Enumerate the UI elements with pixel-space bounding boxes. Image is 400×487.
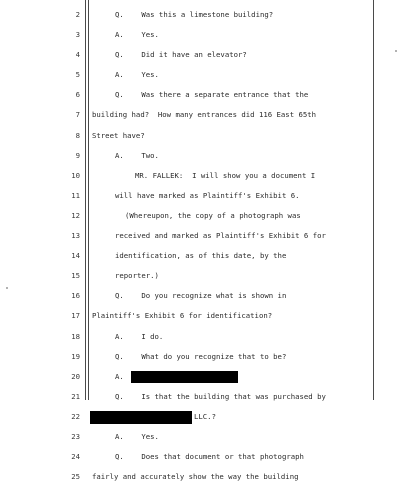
transcript-line (0, 427, 400, 447)
transcript-line (0, 5, 400, 25)
transcript-line (0, 146, 400, 166)
line-number: 4 (75, 50, 80, 60)
line-number: 24 (71, 452, 80, 462)
line-text: reporter.) (115, 271, 159, 281)
line-text: Plaintiff's Exhibit 6 for identification? (92, 311, 273, 321)
transcript-line (0, 327, 400, 347)
line-number: 16 (71, 291, 80, 301)
line-text: MR. FALLEK: I will show you a document I (135, 170, 316, 180)
transcript-line (0, 25, 400, 45)
transcript-line (0, 246, 400, 266)
line-text: identification, as of this date, by the (115, 251, 287, 261)
line-text: Q. Was there a separate entrance that the (115, 90, 309, 100)
line-text: A. Yes. (115, 431, 159, 441)
line-text: A. Yes. (115, 30, 159, 40)
line-text: Q. Do you recognize what is shown in (115, 291, 287, 301)
line-number: 19 (71, 351, 80, 361)
line-text: A. (115, 371, 124, 381)
line-number: 21 (71, 391, 80, 401)
transcript-line (0, 126, 400, 146)
line-text: Q. Is that the building that was purchased by (115, 391, 326, 401)
line-number: 14 (71, 251, 80, 261)
redaction-bar (90, 411, 192, 424)
transcript-line (0, 447, 400, 467)
line-number: 6 (75, 90, 80, 100)
line-text: fairly and accurately show the way the building (92, 472, 299, 482)
line-text: Q. Was this a limestone building? (115, 10, 274, 19)
line-number: 22 (71, 411, 80, 421)
line-text: will have marked as Plaintiff's Exhibit 6. (115, 190, 300, 200)
line-number: 2 (75, 10, 80, 19)
transcript-line (0, 65, 400, 85)
line-text: Street have? (92, 130, 145, 140)
line-text: Q. What do you recognize that to be? (115, 351, 287, 361)
line-text: LLC.? (194, 411, 216, 421)
transcript-line (0, 407, 400, 427)
line-text: Q. Did it have an elevator? (115, 50, 247, 60)
line-text: (Whereupon, the copy of a photograph was (125, 210, 301, 220)
line-number: 23 (71, 431, 80, 441)
transcript-line (0, 105, 400, 125)
transcript-line (0, 306, 400, 326)
transcript-lines (0, 5, 400, 487)
line-number: 3 (75, 30, 80, 40)
transcript-line (0, 347, 400, 367)
line-text: A. I do. (115, 331, 164, 341)
line-number: 10 (71, 170, 80, 180)
line-number: 20 (71, 371, 80, 381)
redaction-bar (131, 371, 238, 383)
line-number: 9 (75, 150, 80, 160)
line-number: 8 (75, 130, 80, 140)
line-number: 18 (71, 331, 80, 341)
transcript-line (0, 286, 400, 306)
line-number: 12 (71, 210, 80, 220)
transcript-line (0, 186, 400, 206)
transcript-line (0, 45, 400, 65)
line-text: building had? How many entrances did 116 East 65th (92, 110, 317, 120)
line-number: 13 (71, 231, 80, 241)
line-number: 25 (71, 472, 80, 482)
line-number: 11 (71, 190, 80, 200)
line-number: 7 (75, 110, 80, 120)
transcript-line (0, 367, 400, 387)
transcript-line (0, 166, 400, 186)
line-number: 15 (71, 271, 80, 281)
line-text: A. Two. (115, 150, 159, 160)
transcript-line (0, 467, 400, 487)
transcript-line (0, 226, 400, 246)
transcript-line (0, 206, 400, 226)
line-number: 17 (71, 311, 80, 321)
transcript-line (0, 387, 400, 407)
line-text: A. Yes. (115, 70, 159, 80)
line-text: Q. Does that document or that photograph (115, 452, 304, 462)
transcript-line (0, 85, 400, 105)
line-text: received and marked as Plaintiff's Exhibit 6 for (115, 231, 326, 241)
line-number: 5 (75, 70, 80, 80)
transcript-line (0, 266, 400, 286)
